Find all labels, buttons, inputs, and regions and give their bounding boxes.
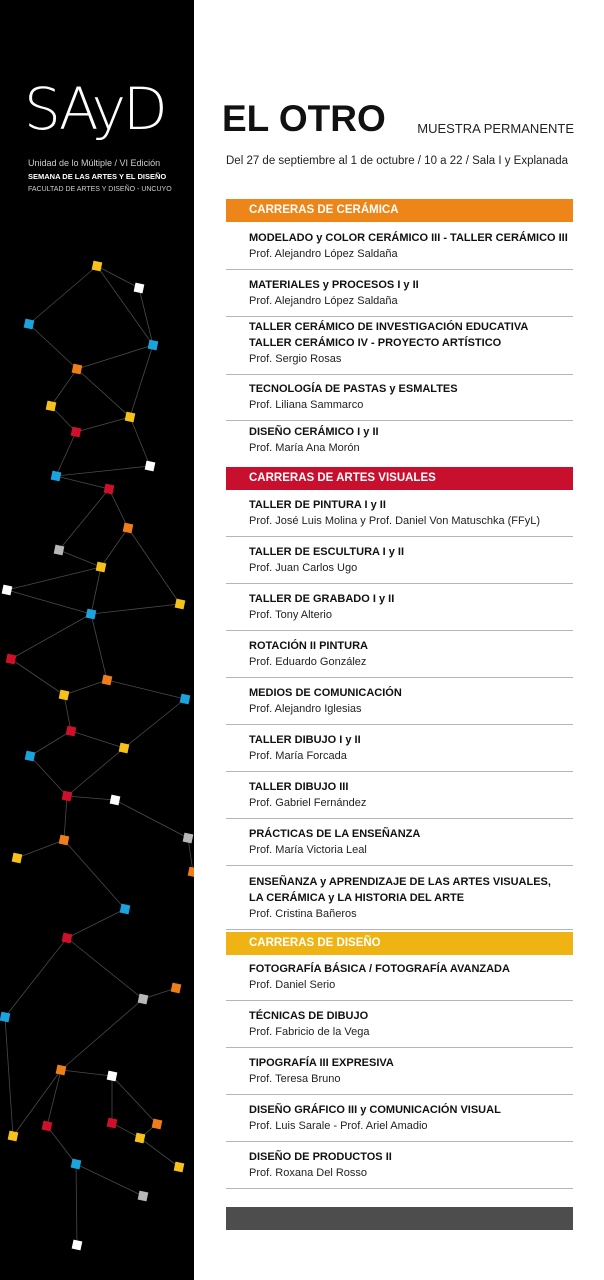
network-node [148,340,159,351]
network-node [24,319,35,330]
decorative-sidebar [0,0,194,1280]
network-node [54,545,65,556]
network-line [76,1164,77,1245]
footer-bar [226,1207,573,1230]
network-line [67,909,125,938]
network-line [64,695,71,731]
course-title: ENSEÑANZA y APRENDIZAJE DE LAS ARTES VISUALES, [249,876,551,888]
network-line [17,840,64,858]
course-title: ROTACIÓN II PINTURA [249,640,368,652]
network-node [56,1065,67,1076]
network-node [145,461,156,472]
network-line [112,1123,140,1138]
list-item [226,591,573,631]
network-node [171,983,182,994]
course-title: TALLER CERÁMICO DE INVESTIGACIÓN EDUCATIVA [249,321,529,333]
main-content [194,0,604,1280]
network-node [62,791,73,802]
network-line [64,840,125,909]
network-node [92,261,103,272]
network-line [67,938,143,999]
network-node [175,599,186,610]
network-node [120,904,131,915]
network-node [123,523,134,534]
list-item [226,874,573,930]
network-line [97,266,153,345]
professor-name: Prof. Roxana Del Rosso [249,1167,367,1179]
professor-name: Prof. Alejandro Iglesias [249,703,362,715]
list-item [226,1008,573,1048]
course-title: PRÁCTICAS DE LA ENSEÑANZA [249,828,421,840]
list-item [226,779,573,819]
course-title: TALLER DE PINTURA I y II [249,499,386,511]
list-item [226,381,573,421]
course-title: TÉCNICAS DE DIBUJO [249,1010,369,1022]
course-title: MEDIOS DE COMUNICACIÓN [249,687,402,699]
network-line [67,748,124,796]
network-line [124,699,185,748]
network-node [180,694,191,705]
list-item [226,424,573,468]
network-node [119,743,130,754]
list-item [226,277,573,317]
network-line [130,345,153,417]
network-node [86,609,97,620]
professor-name: Prof. Alejandro López Saldaña [249,295,398,307]
network-node [12,853,23,864]
network-node [104,484,115,495]
list-item [226,544,573,584]
list-item [226,961,573,1001]
professor-name: Prof. José Luis Molina y Prof. Daniel Von Matuschka (FFyL) [249,515,541,527]
network-line [30,731,71,756]
page-subtitle: MUESTRA PERMANENTE [417,121,574,136]
network-node [107,1118,118,1129]
professor-name: Prof. María Victoria Leal [249,844,367,856]
event-dates: Del 27 de septiembre al 1 de octubre / 10 a 22 / Sala I y Explanada [226,155,569,167]
network-line [140,1138,179,1167]
network-line [130,417,150,466]
network-node [71,427,82,438]
network-node [125,412,136,423]
course-title: TALLER CERÁMICO IV - PROYECTO ARTÍSTICO [249,337,502,349]
network-line [91,567,101,614]
network-line [77,369,130,417]
professor-name: Prof. Sergio Rosas [249,353,342,365]
list-item [226,1055,573,1095]
network-line [5,1017,13,1136]
network-line [7,590,91,614]
sayd-logo: SAyD [24,75,165,143]
professor-name: Prof. Daniel Serio [249,979,336,991]
faculty-name: FACULTAD DE ARTES Y DISEÑO - UNCUYO [28,186,172,193]
network-line [61,1070,112,1076]
professor-name: Prof. Fabricio de la Vega [249,1026,370,1038]
network-line [115,800,188,838]
list-item [226,685,573,725]
network-node [8,1131,19,1142]
course-title: TECNOLOGÍA DE PASTAS y ESMALTES [249,383,458,395]
network-line [30,756,67,796]
network-line [91,614,107,680]
network-node [152,1119,163,1130]
network-line [76,417,130,432]
professor-name: Prof. Cristina Bañeros [249,908,357,920]
network-line [109,489,128,528]
network-line [97,266,139,288]
list-item [226,319,573,375]
course-title: MODELADO y COLOR CERÁMICO III - TALLER CERÁMICO III [249,232,568,244]
network-node [2,585,13,596]
page-title: EL OTRO [222,98,386,139]
course-title: DISEÑO CERÁMICO I y II [249,426,379,438]
professor-name: Prof. Tony Alterio [249,609,332,621]
network-node [0,1012,10,1023]
network-line [29,266,97,324]
network-line [139,288,153,345]
course-title: MATERIALES y PROCESOS I y II [249,279,419,291]
network-line [64,680,107,695]
network-node [135,1133,146,1144]
network-line [59,489,109,550]
network-line [91,604,180,614]
professor-name: Prof. Alejandro López Saldaña [249,248,398,260]
course-title: TALLER DE GRABADO I y II [249,593,395,605]
network-node [183,833,194,844]
network-line [76,1164,143,1196]
course-title: FOTOGRAFÍA BÁSICA / FOTOGRAFÍA AVANZADA [249,963,510,975]
network-node [110,795,121,806]
professor-name: Prof. Gabriel Fernández [249,797,367,809]
network-line [77,345,153,369]
section-header-artes-visuales: CARRERAS DE ARTES VISUALES [226,467,573,490]
network-line [47,1126,76,1164]
network-line [128,528,180,604]
network-line [29,324,77,369]
list-item [226,638,573,678]
network-node [138,994,149,1005]
network-line [47,1070,61,1126]
network-line [56,466,150,476]
network-node [51,471,62,482]
network-line [71,731,124,748]
network-line [56,432,76,476]
network-line [101,528,128,567]
network-node [59,690,70,701]
list-item [226,497,573,537]
professor-name: Prof. Luis Sarale - Prof. Ariel Amadio [249,1120,428,1132]
network-node [66,726,77,737]
network-node [96,562,107,573]
network-line [51,369,77,406]
network-node [59,835,70,846]
professor-name: Prof. Juan Carlos Ugo [249,562,358,574]
network-node [174,1162,185,1173]
list-item [226,826,573,866]
network-node [72,364,83,375]
network-node [42,1121,53,1132]
network-node [72,1240,83,1251]
course-title: TIPOGRAFÍA III EXPRESIVA [249,1057,394,1069]
network-line [13,1070,61,1136]
network-line [61,999,143,1070]
network-line [67,796,115,800]
network-node [46,401,57,412]
list-item [226,1149,573,1189]
course-title: TALLER DE ESCULTURA I y II [249,546,405,558]
professor-name: Prof. María Ana Morón [249,442,360,454]
network-line [7,567,101,590]
list-item [226,732,573,772]
network-line [107,680,185,699]
event-name: SEMANA DE LAS ARTES Y EL DISEÑO [28,172,167,181]
network-line [11,614,91,659]
section-header-diseno: CARRERAS DE DISEÑO [226,932,573,955]
professor-name: Prof. Liliana Sammarco [249,399,364,411]
course-title: DISEÑO GRÁFICO III y COMUNICACIÓN VISUAL [249,1104,501,1116]
network-line [5,938,67,1017]
network-node [138,1191,149,1202]
network-line [112,1076,157,1124]
network-line [11,659,64,695]
network-node [25,751,36,762]
list-item [226,230,573,270]
network-line [59,550,101,567]
list-item [226,1102,573,1142]
section-header-ceramica: CARRERAS DE CERÁMICA [226,199,573,222]
network-line [64,796,67,840]
professor-name: Prof. María Forcada [249,750,347,762]
network-node [71,1159,82,1170]
network-node [134,283,145,294]
professor-name: Prof. Eduardo González [249,656,367,668]
network-node [62,933,73,944]
professor-name: Prof. Teresa Bruno [249,1073,341,1085]
course-title: TALLER DIBUJO I y II [249,734,361,746]
course-title: DISEÑO DE PRODUCTOS II [249,1151,392,1163]
course-title: TALLER DIBUJO III [249,781,349,793]
network-node [102,675,113,686]
network-line [56,476,109,489]
edition-line: Unidad de lo Múltiple / VI Edición [28,158,161,168]
network-node [107,1071,118,1082]
network-node [6,654,17,665]
course-title: LA CERÁMICA y LA HISTORIA DEL ARTE [249,892,465,904]
